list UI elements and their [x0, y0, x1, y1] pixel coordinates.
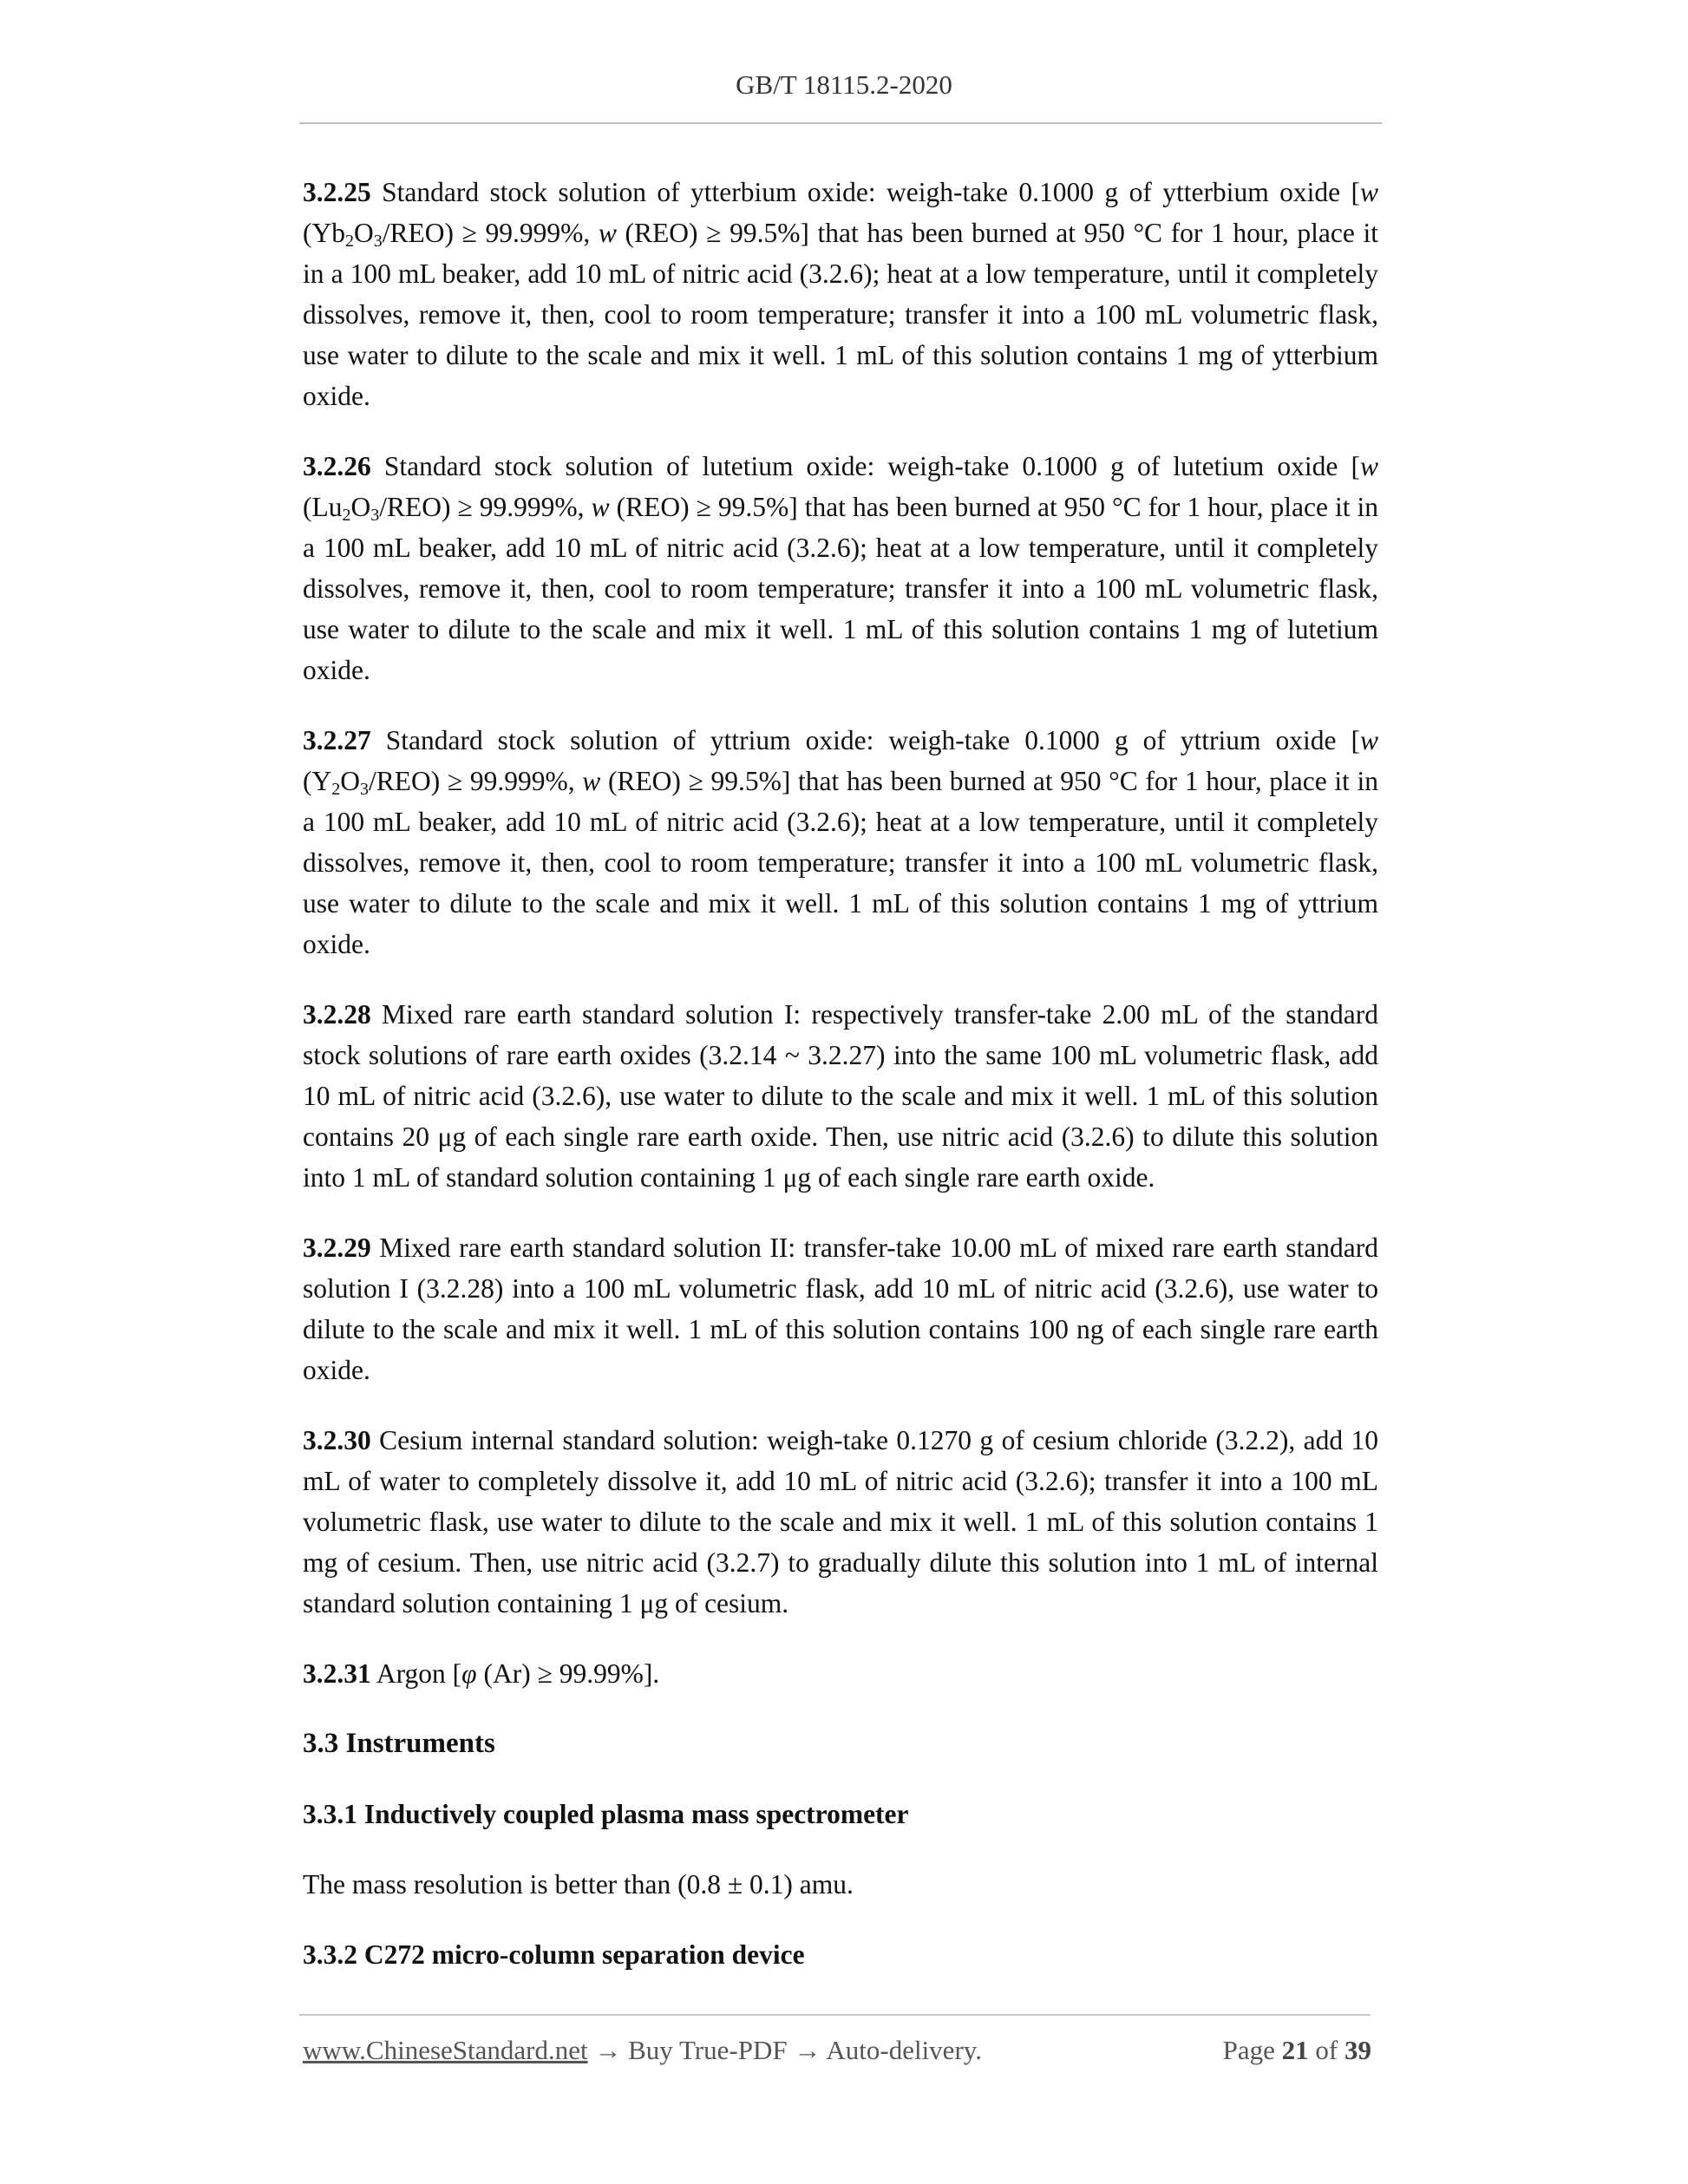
- clause-text: (Lu: [303, 492, 343, 522]
- clause-number: 3.2.31: [303, 1658, 371, 1689]
- page-total: 39: [1345, 2035, 1371, 2065]
- clause-text: (Y: [303, 766, 332, 796]
- page-number: 21: [1281, 2035, 1309, 2065]
- clause-text: (REO) ≥ 99.5%] that has been burned at 950 °C for 1 hour, place it in a 100 mL beaker, add 10 mL of nitric acid (3.2.6); heat at a low temperature, until it completely dissolves, remove it, then, cool to room temperature; transfer it into a 100 mL volumetric flask, use water to dilute to the scale and mix it well. 1 mL of this solution contains 1 mg of lutetium oxide.: [303, 492, 1378, 685]
- section-heading-3-3-2: 3.3.2 C272 micro-column separation device: [303, 1939, 805, 1970]
- page-indicator: [1223, 2035, 1371, 2066]
- clause-number: 3.2.28: [303, 999, 371, 1030]
- subscript: 3: [373, 232, 383, 251]
- clause-3-2-25: [303, 172, 1378, 416]
- clause-3-3-1-text: The mass resolution is better than (0.8 ± 0.1) amu.: [303, 1869, 854, 1900]
- clause-3-2-29: [303, 1227, 1378, 1390]
- clause-text: (REO) ≥ 99.5%] that has been burned at 950 °C for 1 hour, place it in a 100 mL beaker, add 10 mL of nitric acid (3.2.6); heat at a low temperature, until it completely dissolves, remove it, then, cool to room temperature; transfer it into a 100 mL volumetric flask, use water to dilute to the scale and mix it well. 1 mL of this solution contains 1 mg of yttrium oxide.: [303, 766, 1379, 959]
- clause-text: Argon [: [370, 1658, 462, 1689]
- clause-text: (Yb: [303, 218, 345, 248]
- subscript: 2: [345, 232, 354, 251]
- page-footer: [303, 2035, 1371, 2066]
- clause-text: Standard stock solution of yttrium oxide: weigh-take 0.1000 g of yttrium oxide [: [370, 725, 1360, 755]
- footer-promo: [303, 2035, 982, 2066]
- mass-fraction-symbol: w: [1359, 725, 1378, 755]
- clause-text: Mixed rare earth standard solution II: transfer-take 10.00 mL of mixed rare earth standard solution I (3.2.28) into a 100 mL volumetric flask, add 10 mL of nitric acid (3.2.6), use water to dilute to the scale and mix it well. 1 mL of this solution contains 100 ng of each single rare earth oxide.: [303, 1233, 1378, 1385]
- subscript: 3: [370, 506, 380, 525]
- clause-text: /REO) ≥ 99.999%,: [379, 492, 592, 522]
- clause-number: 3.2.29: [303, 1233, 371, 1263]
- clause-text: /REO) ≥ 99.999%,: [382, 218, 599, 248]
- clause-number: 3.2.25: [303, 177, 371, 207]
- clause-number: 3.2.27: [303, 725, 371, 755]
- website-link[interactable]: www.ChineseStandard.net: [303, 2035, 588, 2065]
- clause-text: O: [340, 766, 360, 796]
- mass-fraction-symbol: w: [1359, 177, 1378, 207]
- clause-3-2-28: [303, 994, 1378, 1198]
- clause-text: (Ar) ≥ 99.99%].: [476, 1658, 660, 1689]
- mass-fraction-symbol: w: [591, 492, 610, 522]
- mass-fraction-symbol: w: [582, 766, 601, 796]
- clause-3-2-26: [303, 446, 1378, 690]
- clause-number: 3.2.30: [303, 1425, 371, 1455]
- subscript: 2: [331, 780, 341, 799]
- of-label: of: [1315, 2035, 1338, 2065]
- clause-text: Standard stock solution of lutetium oxide: weigh-take 0.1000 g of lutetium oxide [: [370, 451, 1360, 481]
- volume-fraction-symbol: φ: [461, 1658, 477, 1689]
- mass-fraction-symbol: w: [598, 218, 617, 248]
- section-heading-3-3-1: 3.3.1 Inductively coupled plasma mass spectrometer: [303, 1799, 909, 1829]
- clause-3-2-31: [303, 1653, 1378, 1694]
- mass-fraction-symbol: w: [1359, 451, 1378, 481]
- header-divider: [299, 122, 1382, 124]
- clause-number: 3.2.26: [303, 451, 371, 481]
- clause-3-2-27: [303, 720, 1378, 964]
- document-body: [303, 172, 1378, 2004]
- subscript: 2: [342, 506, 351, 525]
- footer-divider: [299, 2014, 1371, 2016]
- subscript: 3: [360, 780, 369, 799]
- clause-3-2-30: [303, 1420, 1378, 1624]
- clause-text: /REO) ≥ 99.999%,: [369, 766, 583, 796]
- footer-promo-text: → Buy True-PDF → Auto-delivery.: [587, 2035, 982, 2065]
- clause-text: Mixed rare earth standard solution I: respectively transfer-take 2.00 mL of the standard stock solutions of rare earth oxides (3.2.14 ~ 3.2.27) into the same 100 mL volumetric flask, add 10 mL of nitric acid (3.2.6), use water to dilute to the scale and mix it well. 1 mL of this solution contains 20 μg of each single rare earth oxide. Then, use nitric acid (3.2.6) to dilute this solution into 1 mL of standard solution containing 1 μg of each single rare earth oxide.: [303, 999, 1378, 1193]
- clause-text: O: [354, 218, 374, 248]
- clause-text: Standard stock solution of ytterbium oxide: weigh-take 0.1000 g of ytterbium oxide [: [370, 177, 1360, 207]
- page-header-title: GB/T 18115.2-2020: [736, 69, 952, 100]
- page-label: Page: [1222, 2035, 1275, 2065]
- clause-text: Cesium internal standard solution: weigh-take 0.1270 g of cesium chloride (3.2.2), add 10 mL of water to completely dissolve it, add 10 mL of nitric acid (3.2.6); transfer it into a 100 mL volumetric flask, use water to dilute to the scale and mix it well. 1 mL of this solution contains 1 mg of cesium. Then, use nitric acid (3.2.7) to gradually dilute this solution into 1 mL of internal standard solution containing 1 μg of cesium.: [303, 1425, 1378, 1618]
- clause-text: (REO) ≥ 99.5%] that has been burned at 950 °C for 1 hour, place it in a 100 mL beaker, add 10 mL of nitric acid (3.2.6); heat at a low temperature, until it completely dissolves, remove it, then, cool to room temperature; transfer it into a 100 mL volumetric flask, use water to dilute to the scale and mix it well. 1 mL of this solution contains 1 mg of ytterbium oxide.: [303, 218, 1378, 411]
- section-heading-3-3: 3.3 Instruments: [303, 1728, 495, 1759]
- clause-text: O: [350, 492, 371, 522]
